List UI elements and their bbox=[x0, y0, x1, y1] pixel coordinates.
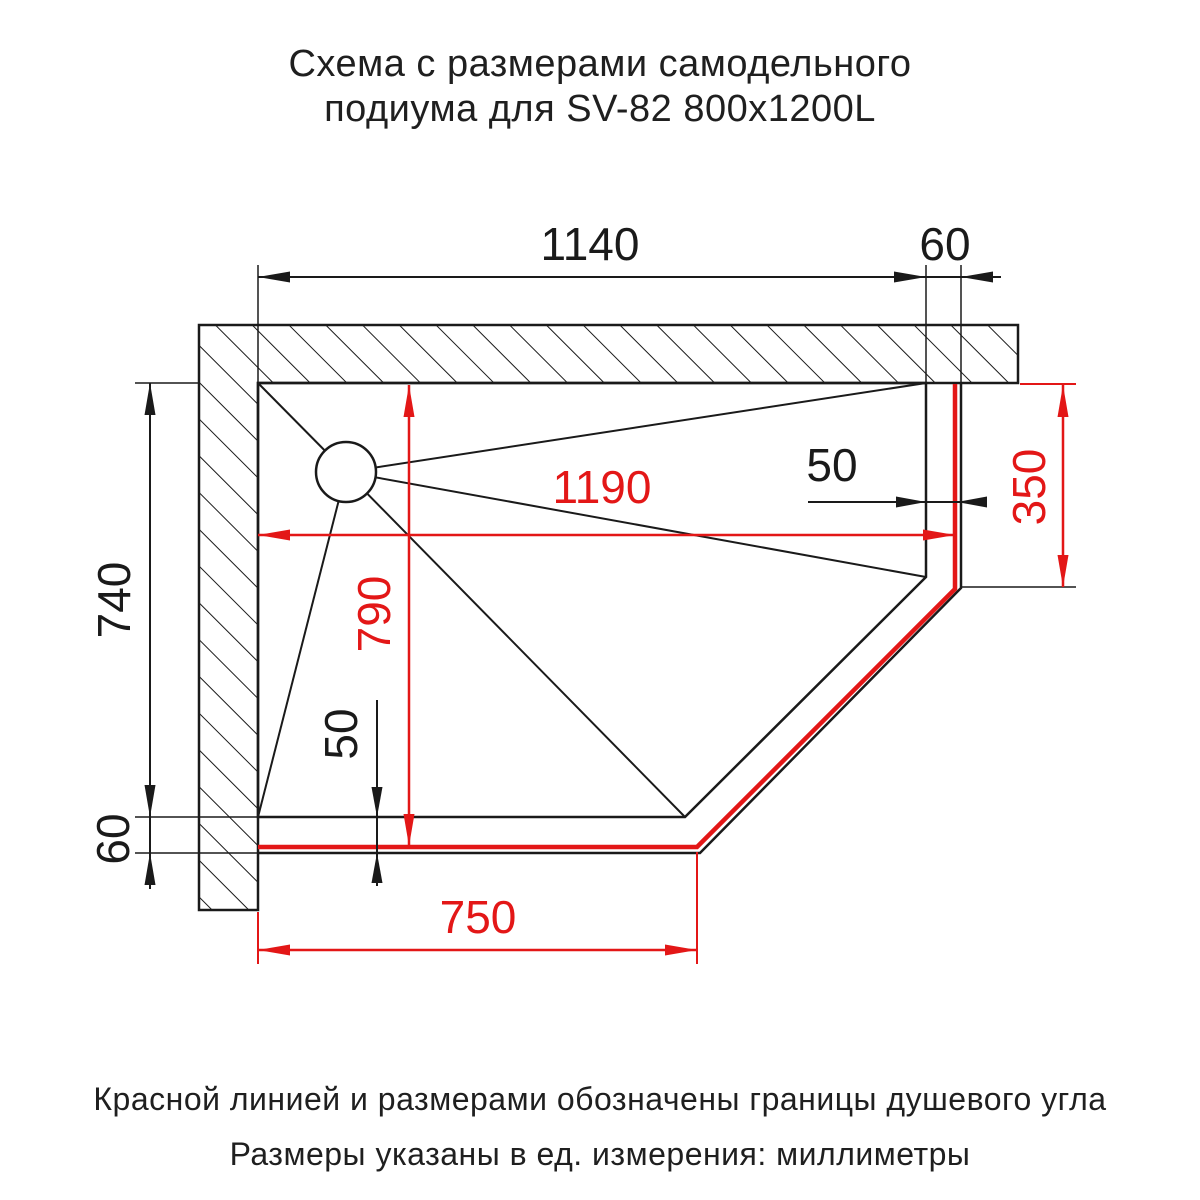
dim-350-arrow-top bbox=[1058, 385, 1069, 417]
dim-60-top-arrow bbox=[961, 272, 993, 283]
legend-line-2: Размеры указаны в ед. измерения: миллиметры bbox=[229, 1136, 971, 1172]
dim-740-label: 740 bbox=[88, 561, 140, 639]
dim-740-arrow-top bbox=[145, 383, 156, 415]
dim-50-right-label: 50 bbox=[806, 439, 858, 491]
title-line-2: подиума для SV-82 800x1200L bbox=[324, 88, 876, 130]
dim-50-bottom-arrow-top bbox=[372, 787, 383, 817]
dim-350-group bbox=[961, 384, 1076, 587]
dim-50-bottom-label: 50 bbox=[315, 708, 367, 760]
dim-1140-arrow-left bbox=[258, 272, 290, 283]
dim-50-bottom-arrow-bottom bbox=[372, 853, 383, 883]
dim-750-group bbox=[258, 852, 697, 964]
dim-1190-arrow-right bbox=[923, 530, 955, 541]
dim-60-top-label: 60 bbox=[919, 218, 971, 270]
dim-50-right-arrow-left bbox=[896, 497, 926, 508]
dim-750-arrow-right bbox=[665, 945, 697, 956]
drain-circle bbox=[316, 442, 376, 502]
dim-60-left-arrow bbox=[145, 853, 156, 885]
drawing-legend bbox=[0, 1072, 1200, 1182]
slope-line-bottom-left bbox=[258, 472, 346, 817]
dim-50-bottom-group bbox=[315, 700, 383, 886]
dim-790-label: 790 bbox=[348, 575, 400, 653]
dim-1140-label: 1140 bbox=[540, 218, 640, 270]
dim-350-arrow-bottom bbox=[1058, 555, 1069, 587]
dim-1190-arrow-left bbox=[258, 530, 290, 541]
dim-790-arrow-top bbox=[404, 385, 415, 417]
dim-350-label: 350 bbox=[1003, 448, 1055, 526]
dim-790-arrow-bottom bbox=[404, 814, 415, 846]
dim-740-arrow-bottom bbox=[145, 785, 156, 817]
dim-60-left-label: 60 bbox=[87, 813, 139, 865]
dim-750-label: 750 bbox=[439, 891, 517, 943]
legend-line-1: Красной линией и размерами обозначены границы душевого угла bbox=[93, 1081, 1107, 1117]
wall-hatched-band bbox=[199, 325, 1018, 910]
title-line-1: Схема с размерами самодельного bbox=[288, 43, 912, 85]
dim-750-arrow-left bbox=[258, 945, 290, 956]
dim-1140-arrow-right bbox=[894, 272, 926, 283]
dim-1190-label: 1190 bbox=[552, 461, 652, 513]
